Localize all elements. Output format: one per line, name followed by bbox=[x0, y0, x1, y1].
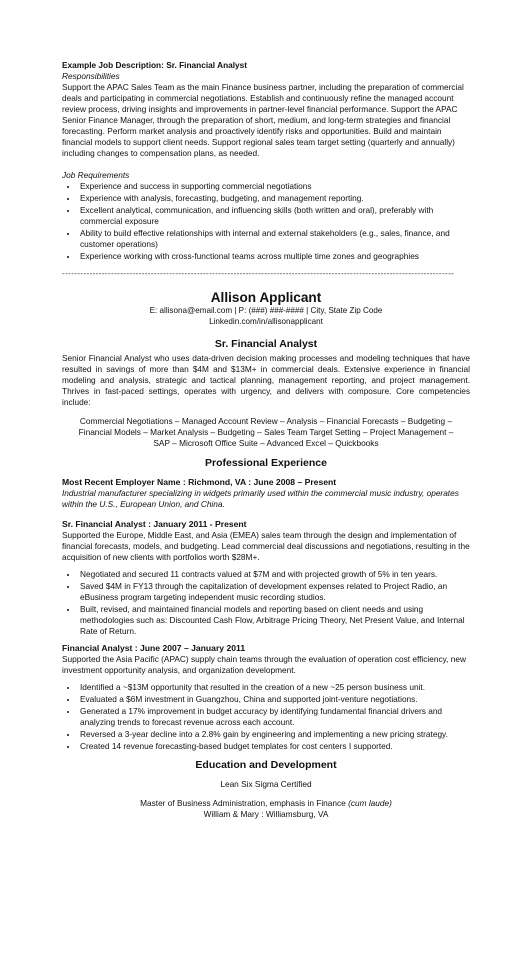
responsibilities-label: Responsibilities bbox=[62, 70, 120, 81]
list-item: • Ability to build effective relationships with internal and external stakeholders (e.g., sales, finance, and customer operations) bbox=[78, 228, 470, 250]
list-item: • Identified a ~$13M opportunity that resulted in the creation of a new ~25 person business unit. bbox=[78, 682, 470, 693]
degree-honor: (cum laude) bbox=[348, 798, 392, 809]
resume-headline: Sr. Financial Analyst bbox=[214, 337, 318, 350]
job-title: Financial Analyst : June 2007 – January 2011 bbox=[62, 642, 246, 653]
applicant-name: Allison Applicant bbox=[210, 289, 322, 305]
resume-page bbox=[62, 60, 470, 820]
certification: Lean Six Sigma Certified bbox=[220, 778, 312, 789]
competency-line: Financial Models – Market Analysis – Budgeting – Sales Team Target Setting – Project Management – bbox=[78, 427, 454, 438]
education-heading: Education and Development bbox=[195, 758, 337, 771]
list-item: • Created 14 revenue forecasting-based budget templates for cost centers I supported. bbox=[78, 741, 470, 752]
requirements-label: Job Requirements bbox=[62, 170, 130, 181]
employer-description: Industrial manufacturer specializing in widgets primarily used within the commercial music industry, operates within the U.S., European Union, and China. bbox=[62, 488, 459, 510]
list-item: • Experience with analysis, forecasting, budgeting, and management reporting. bbox=[78, 193, 470, 204]
linkedin-url: Linkedin.com/in/allisonapplicant bbox=[209, 316, 323, 326]
core-competencies bbox=[62, 416, 470, 449]
competency-line: Commercial Negotiations – Managed Account Review – Analysis – Financial Forecasts – Budgeting – bbox=[79, 416, 453, 427]
list-item: • Reversed a 3-year decline into a 2.8% gain by engineering and implementing a new pricing strategy. bbox=[78, 729, 470, 740]
school: William & Mary : Williamsburg, VA bbox=[203, 809, 329, 820]
job-description: Supported the Europe, Middle East, and Asia (EMEA) sales team through the design and implementation of financial forecasts, models, and budgeting. Lead commercial deal discussions and negotiations, resulting in the acquisition of new clients with portfolios worth $28M+. bbox=[62, 530, 470, 563]
list-item: • Generated a 17% improvement in budget accuracy by identifying fundamental financial drivers and analyzing trends to forecast revenue across each account. bbox=[78, 706, 470, 728]
experience-heading: Professional Experience bbox=[205, 456, 327, 469]
employer-heading: Most Recent Employer Name : Richmond, VA : June 2008 – Present bbox=[62, 476, 337, 487]
competency-line: SAP – Microsoft Office Suite – Advanced Excel – Quickbooks bbox=[153, 438, 379, 449]
job-description: Supported the Asia Pacific (APAC) supply chain teams through the evaluation of operation cost efficiency, new investment opportunity analysis, and organization development. bbox=[62, 654, 467, 676]
requirements-list bbox=[62, 181, 470, 262]
list-item: • Built, revised, and maintained financial models and reporting based on client needs and using methodologies such as: Discounted Cash Flow, Arbitrage Pricing Theory, Net Present Value, and Internal Rate of Return. bbox=[78, 604, 470, 637]
list-item: • Excellent analytical, communication, and influencing skills (both written and oral), preferably with commercial exposure bbox=[78, 205, 470, 227]
responsibilities-text: Support the APAC Sales Team as the main Finance business partner, including the preparation of commercial deals and participating in commercial negotiations. Establish and continuously refine the managed account review process, driving insights and improvements in partner-level financial performance. Support the APAC Senior Finance Manager, through the preparation of short, medium, and long-term strategies and financial forecasting. Perform market analysis and proactively identify risks and opportunities. Build and maintain financial models to support client needs. Support regional sales team target setting (quarterly and annually) including changes to compensation plans, as needed. bbox=[62, 81, 464, 158]
job-achievements bbox=[62, 569, 470, 637]
list-item: • Negotiated and secured 11 contracts valued at $7M and with projected growth of 5% in ten years. bbox=[78, 569, 470, 580]
list-item: • Experience working with cross-functional teams across multiple time zones and geographies bbox=[78, 251, 470, 262]
job-title: Sr. Financial Analyst : January 2011 - Present bbox=[62, 519, 247, 530]
degree-name: Master of Business Administration, emphasis in Finance bbox=[140, 798, 346, 809]
list-item: • Experience and success in supporting commercial negotiations bbox=[78, 181, 470, 192]
section-divider: -------------------------------------------------------------------------------------------------------------------------------- bbox=[62, 269, 455, 278]
contact-info: E: allisona@email.com | P: (###) ###-#### | City, State Zip Code bbox=[149, 306, 383, 316]
job-description-title: Example Job Description: Sr. Financial Analyst bbox=[62, 60, 248, 70]
degree bbox=[62, 798, 470, 809]
list-item: • Saved $4M in FY13 through the capitalization of development expenses related to Project Radio, an eBusiness program targeting independent music recording studios. bbox=[78, 581, 470, 603]
professional-summary: Senior Financial Analyst who uses data-driven decision making processes and modeling techniques that have resulted in savings of more than $4M and $13M+ in commercial deals. Extensive experience in financial modeling and analysis, strategic and tactical planning, management reporting, and project management. Thrives in fast-paced settings, operates with urgency, and delivers with composure. Core competencies include: bbox=[62, 353, 470, 408]
list-item: • Evaluated a $6M investment in Guangzhou, China and supported joint-venture negotiations. bbox=[78, 694, 470, 705]
job-achievements bbox=[62, 682, 470, 752]
